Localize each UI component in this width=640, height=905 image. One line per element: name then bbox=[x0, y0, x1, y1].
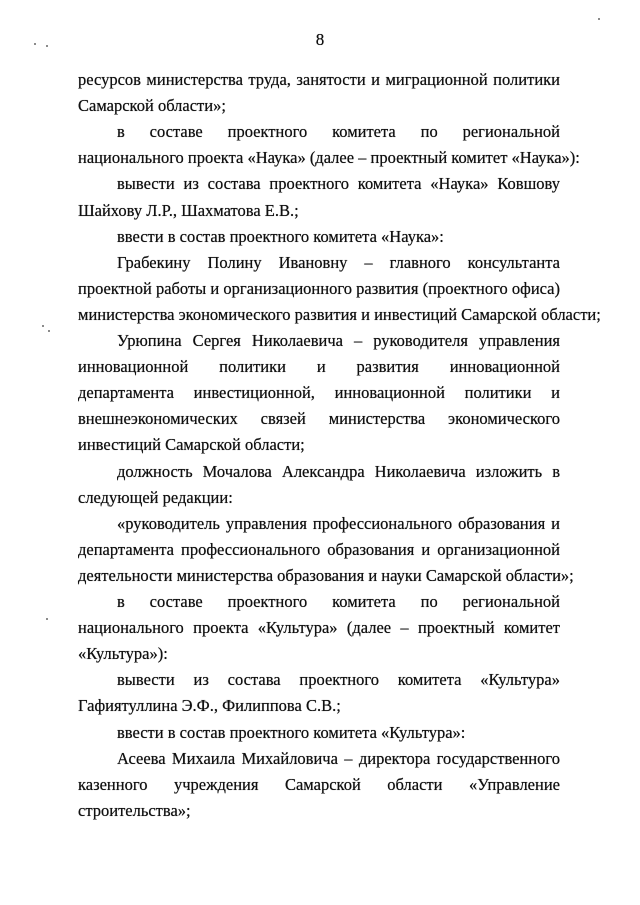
text-line: Шайхову Л.Р., Шахматова Е.В.; bbox=[78, 200, 299, 220]
text-line: ресурсов министерства труда, занятости и миграционной политики bbox=[78, 70, 560, 89]
scan-speck bbox=[46, 45, 48, 47]
text-line: вывести из состава проектного комитета «Культура» bbox=[117, 670, 560, 690]
text-line: строительства»; bbox=[78, 800, 191, 820]
page-number: 8 bbox=[315, 30, 325, 49]
text-line: следующей редакции: bbox=[78, 487, 233, 507]
text-line: в составе проектного комитета по региональной bbox=[117, 122, 560, 142]
text-line: Самарской области»; bbox=[78, 96, 226, 116]
text-line: Урюпина Сергея Николаевича – руководителя управления bbox=[117, 331, 560, 350]
text-line: внешнеэкономических связей министерства экономического bbox=[78, 409, 560, 429]
text-line: «Культура»): bbox=[78, 644, 168, 664]
text-line: ввести в состав проектного комитета «Наука»: bbox=[117, 226, 444, 246]
text-line: казенного учреждения Самарской области «Управление bbox=[78, 774, 560, 794]
text-line: «руководитель управления профессионального образования и bbox=[117, 513, 560, 533]
scan-speck bbox=[48, 330, 50, 332]
text-line: Гафиятуллина Э.Ф., Филиппова С.В.; bbox=[78, 696, 341, 716]
scan-speck bbox=[34, 43, 36, 45]
text-line: департамента профессионального образования и организационной bbox=[78, 539, 560, 559]
text-line: Грабекину Полину Ивановну – главного консультанта bbox=[117, 252, 560, 272]
text-line: вывести из состава проектного комитета «Наука» Ковшову bbox=[117, 174, 560, 194]
text-line: проектной работы и организационного развития (проектного офиса) bbox=[78, 278, 560, 298]
text-line: в составе проектного комитета по региональной bbox=[117, 592, 560, 611]
scan-speck bbox=[598, 18, 600, 20]
text-line: ввести в состав проектного комитета «Культура»: bbox=[117, 722, 466, 742]
text-line: министерства экономического развития и инвестиций Самарской области; bbox=[78, 304, 601, 324]
text-line: инновационной политики и развития инновационной bbox=[78, 357, 560, 377]
text-line: национального проекта «Наука» (далее – проектный комитет «Наука»): bbox=[78, 148, 580, 168]
text-line: инвестиций Самарской области; bbox=[78, 435, 305, 455]
text-line: департамента инвестиционной, инновационной политики и bbox=[78, 383, 560, 403]
scan-speck bbox=[46, 618, 48, 620]
text-line: национального проекта «Культура» (далее – проектный комитет bbox=[78, 618, 560, 638]
text-line: должность Мочалова Александра Николаевича изложить в bbox=[117, 461, 560, 481]
scan-speck bbox=[42, 325, 44, 327]
text-line: Асеева Михаила Михайловича – директора государственного bbox=[117, 748, 560, 768]
text-line: деятельности министерства образования и науки Самарской области»; bbox=[78, 565, 574, 585]
